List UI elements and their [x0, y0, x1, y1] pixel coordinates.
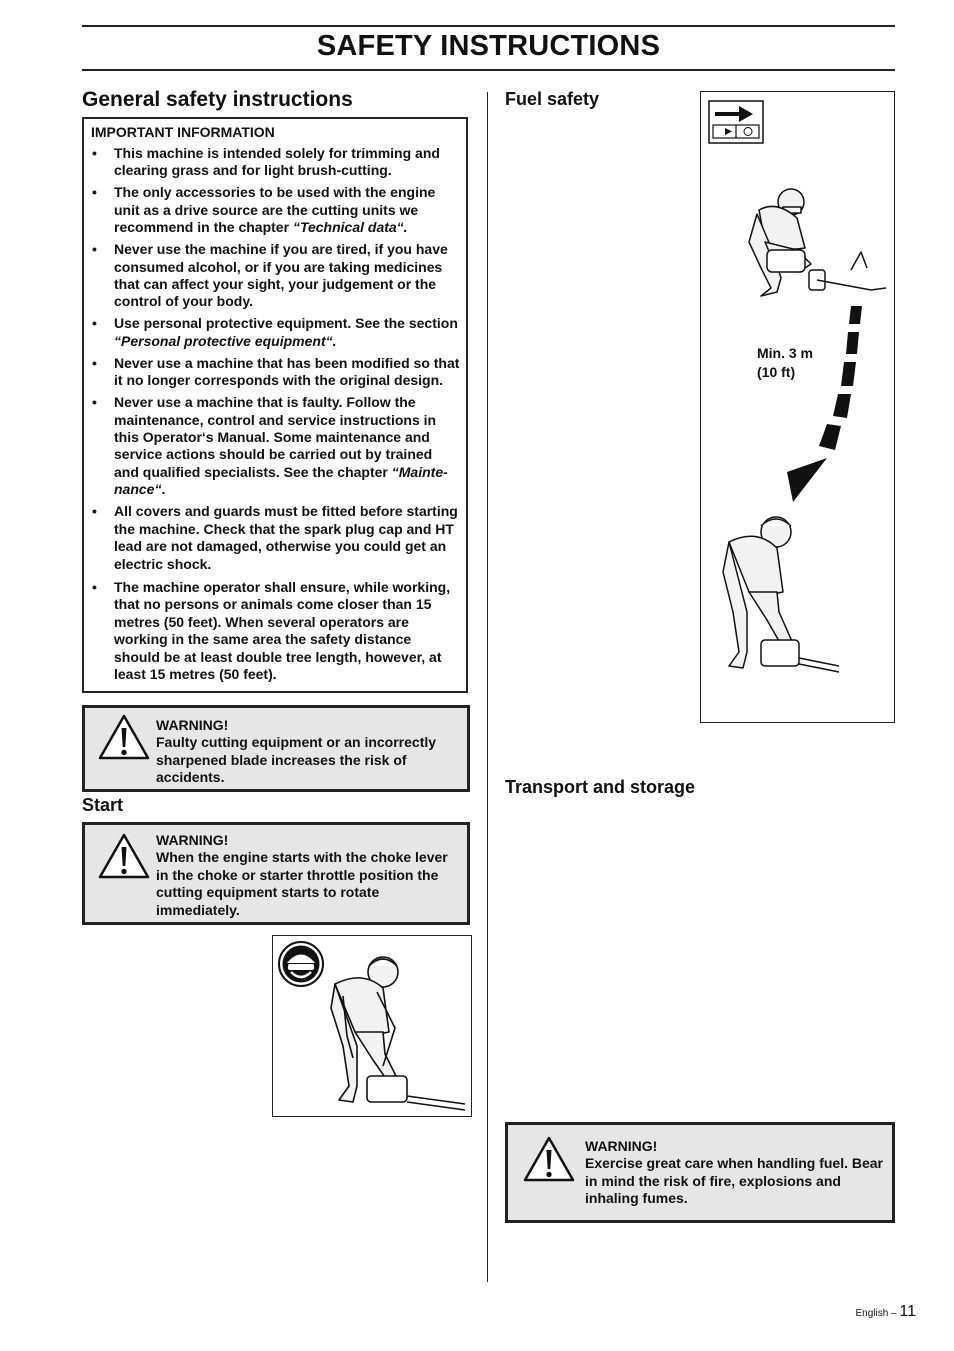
list-item-text: The only accessories to be used with the engine unit as a drive source are the cutting units we recommend in the chapter	[114, 184, 436, 236]
protective-equipment-icon	[279, 942, 323, 986]
list-item-tail: .	[161, 481, 166, 498]
move-away-symbol-icon	[709, 101, 763, 143]
warning-box-fuel	[505, 1122, 895, 1223]
fuel-safety-heading: Fuel safety	[505, 89, 600, 109]
warning-text-block	[156, 717, 461, 787]
general-safety-heading: General safety instructions	[82, 88, 353, 111]
distance-label-metric: Min. 3 m	[757, 345, 814, 361]
transport-storage-heading: Transport and storage	[505, 777, 696, 797]
list-item	[84, 579, 468, 683]
list-item-reference: “Technical data“.	[292, 219, 408, 236]
distance-label	[757, 344, 813, 382]
warning-triangle-icon	[98, 833, 150, 879]
list-item	[84, 184, 468, 236]
warning-label: WARNING!	[156, 832, 229, 848]
warning-box-start	[82, 822, 470, 925]
warning-message: Exercise great care when handling fuel. Bear in mind the risk of fire, explosions and inhaling fumes.	[585, 1155, 883, 1207]
page-footer	[855, 1303, 916, 1321]
page-title: SAFETY INSTRUCTIONS	[316, 30, 661, 62]
list-item-reference: “Mainte-nance“	[114, 463, 448, 498]
list-item-text: Never use a machine that has been modified so that it no longer corresponds with the original design.	[114, 354, 460, 389]
distance-arrow-icon	[787, 306, 862, 502]
list-item	[84, 241, 468, 311]
list-item-text: All covers and guards must be fitted before starting the machine. Check that the spark plug cap and HT lead are not damaged, otherwise you could get an electric shock.	[114, 503, 458, 572]
warning-triangle-icon	[98, 714, 150, 760]
list-item	[84, 355, 468, 390]
warning-message: Faulty cutting equipment or an incorrectly sharpened blade increases the risk of accidents.	[156, 734, 437, 786]
warning-text-block	[156, 832, 464, 919]
list-item-text: Never use the machine if you are tired, if you have consumed alcohol, or if you are taking medicines that can affect your sight, your judgement or the control of your body.	[114, 241, 448, 310]
distance-label-imperial: (10 ft)	[757, 364, 796, 380]
warning-triangle-icon	[523, 1136, 575, 1182]
important-information-box	[82, 117, 468, 693]
list-item	[84, 315, 468, 350]
column-divider	[487, 92, 488, 1282]
warning-text-block	[585, 1138, 890, 1208]
list-item-text: The machine operator shall ensure, while working, that no persons or animals come closer than 15 metres (50 feet). When several operators are working in the same area the safety distance should be at least double tree length, however, at least 15 metres (50 feet).	[114, 578, 451, 682]
start-illustration	[272, 935, 472, 1117]
warning-message: When the engine starts with the choke lever in the choke or starter throttle position the cutting equipment starts to rotate immediately.	[156, 849, 448, 918]
top-rule	[82, 25, 895, 27]
warning-box-cutting-equipment	[82, 705, 470, 792]
start-heading: Start	[82, 795, 124, 815]
important-information-heading: IMPORTANT INFORMATION	[91, 124, 275, 140]
warning-label: WARNING!	[585, 1138, 658, 1154]
list-item	[84, 145, 468, 180]
refuel-distance-illustration	[701, 92, 894, 722]
list-item-text: Never use a machine that is faulty. Follow the maintenance, control and service instructions in this Operator‘s Manual. Some maintenance and service actions should be carried out by trained and qualified specialists. See the chapter	[114, 394, 437, 480]
list-item-text: Use personal protective equipment. See the section	[114, 315, 458, 332]
list-item-text: This machine is intended solely for trimming and clearing grass and for light brush-cutting.	[114, 145, 440, 179]
list-item	[84, 503, 468, 573]
list-item-reference: “Personal protective equipment“.	[114, 332, 337, 349]
page-number: 11	[899, 1303, 916, 1320]
fuel-safety-illustration	[700, 91, 895, 723]
footer-language: English –	[855, 1308, 897, 1319]
list-item	[84, 394, 468, 498]
safety-list	[84, 145, 468, 688]
operator-starting-machine-illustration	[273, 936, 471, 1116]
warning-label: WARNING!	[156, 717, 229, 733]
title-underline	[82, 69, 895, 71]
